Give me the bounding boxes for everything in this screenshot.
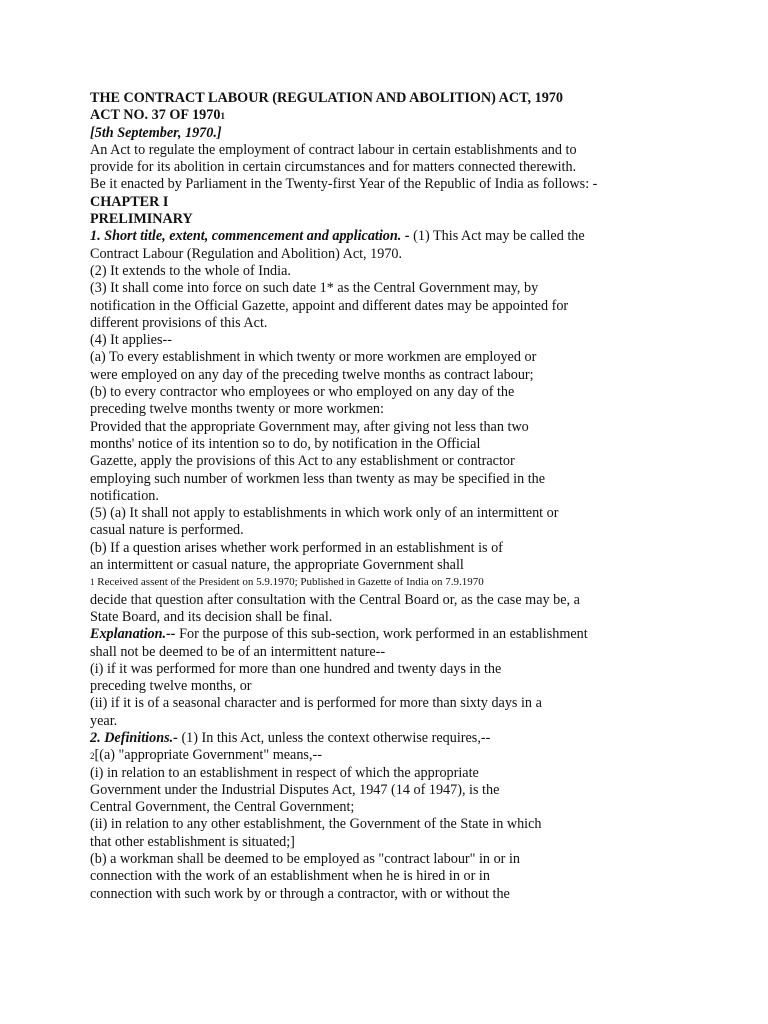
section-1-line: casual nature is performed. xyxy=(90,522,244,539)
section-1-line: Contract Labour (Regulation and Abolition) Act, 1970. xyxy=(90,245,403,262)
footnote xyxy=(90,574,740,591)
section-1-heading-line xyxy=(90,228,740,245)
act-number xyxy=(90,107,740,124)
section-2 xyxy=(90,730,740,903)
explanation-label: Explanation.-- xyxy=(90,626,176,643)
section-1-line: different provisions of this Act. xyxy=(90,314,268,331)
section-2-line: Government under the Industrial Disputes Act, 1947 (14 of 1947), is the xyxy=(90,781,500,798)
section-2-heading-line xyxy=(90,730,740,747)
section-2-line: connection with such work by or through a contractor, with or without the xyxy=(90,885,510,902)
section-1-line: Gazette, apply the provisions of this Act to any establishment or contractor xyxy=(90,453,515,470)
section-1-line: (b) to every contractor who employees or who employed on any day of the xyxy=(90,384,515,401)
section-1-heading-rest: (1) This Act may be called the xyxy=(409,228,585,245)
section-1-line: notification. xyxy=(90,487,159,504)
section-2-line: Central Government, the Central Government; xyxy=(90,799,355,816)
act-number-footnote-ref: 1 xyxy=(220,111,225,122)
explanation-text-line: year. xyxy=(90,712,118,729)
section-2-first-line-text: [(a) "appropriate Government" means,-- xyxy=(94,747,322,764)
chapter-number: CHAPTER I xyxy=(90,193,169,210)
explanation-line xyxy=(90,626,740,643)
section-1-line: were employed on any day of the preceding twelve months as contract labour; xyxy=(90,366,534,383)
act-date: [5th September, 1970.] xyxy=(90,124,222,141)
section-1-line: (a) To every establishment in which twenty or more workmen are employed or xyxy=(90,349,537,366)
section-1-line: State Board, and its decision shall be final. xyxy=(90,608,333,625)
section-1-line: months' notice of its intention so to do, by notification in the Official xyxy=(90,435,481,452)
preamble-line: Be it enacted by Parliament in the Twenty-first Year of the Republic of India as follows: - xyxy=(90,176,598,193)
section-1 xyxy=(90,228,740,730)
section-1-line: an intermittent or casual nature, the appropriate Government shall xyxy=(90,557,464,574)
section-1-line: (4) It applies-- xyxy=(90,332,172,349)
footnote-text: Received assent of the President on 5.9.1970; Published in Gazette of India on 7.9.1970 xyxy=(94,576,484,589)
act-number-text: ACT NO. 37 OF 1970 xyxy=(90,107,221,124)
section-1-line: employing such number of workmen less than twenty as may be specified in the xyxy=(90,470,546,487)
section-1-line: decide that question after consultation with the Central Board or, as the case may be, a xyxy=(90,591,580,608)
section-1-line: (3) It shall come into force on such date 1* as the Central Government may, by xyxy=(90,280,539,297)
section-2-line: connection with the work of an establishment when he is hired in or in xyxy=(90,868,490,885)
section-1-line: (b) If a question arises whether work performed in an establishment is of xyxy=(90,539,503,556)
chapter-title: PRELIMINARY xyxy=(90,211,193,228)
explanation-text-line: (ii) if it is of a seasonal character and is performed for more than sixty days in a xyxy=(90,695,542,712)
document-body xyxy=(90,90,740,903)
section-1-line: preceding twelve months twenty or more workmen: xyxy=(90,401,384,418)
preamble-line: provide for its abolition in certain circumstances and for matters connected therewith. xyxy=(90,159,577,176)
section-2-footnote-ref: 2 xyxy=(90,751,95,762)
section-2-line: (b) a workman shall be deemed to be employed as "contract labour" in or in xyxy=(90,851,520,868)
footnote-mark: 1 xyxy=(90,577,95,588)
section-2-line: that other establishment is situated;] xyxy=(90,833,295,850)
section-2-heading-rest: (1) In this Act, unless the context otherwise requires,-- xyxy=(177,729,491,746)
section-1-line: (2) It extends to the whole of India. xyxy=(90,262,291,279)
explanation-text-line: shall not be deemed to be of an intermittent nature-- xyxy=(90,643,386,660)
preamble xyxy=(90,142,740,194)
act-title: THE CONTRACT LABOUR (REGULATION AND ABOLITION) ACT, 1970 xyxy=(90,90,563,106)
section-2-line: (i) in relation to an establishment in respect of which the appropriate xyxy=(90,764,479,781)
section-1-line: notification in the Official Gazette, appoint and different dates may be appointed for xyxy=(90,297,569,314)
section-2-first-line xyxy=(90,747,740,764)
explanation-rest: For the purpose of this sub-section, work performed in an establishment xyxy=(175,626,588,643)
explanation-text-line: preceding twelve months, or xyxy=(90,678,252,695)
section-2-line: (ii) in relation to any other establishment, the Government of the State in which xyxy=(90,816,542,833)
section-1-line: Provided that the appropriate Government may, after giving not less than two xyxy=(90,418,529,435)
section-1-heading: 1. Short title, extent, commencement and application. - xyxy=(90,228,410,245)
explanation-text-line: (i) if it was performed for more than one hundred and twenty days in the xyxy=(90,660,502,677)
preamble-line: An Act to regulate the employment of contract labour in certain establishments and to xyxy=(90,141,577,158)
section-1-line: (5) (a) It shall not apply to establishments in which work only of an intermittent or xyxy=(90,505,559,522)
section-2-heading: 2. Definitions.- xyxy=(90,729,178,746)
